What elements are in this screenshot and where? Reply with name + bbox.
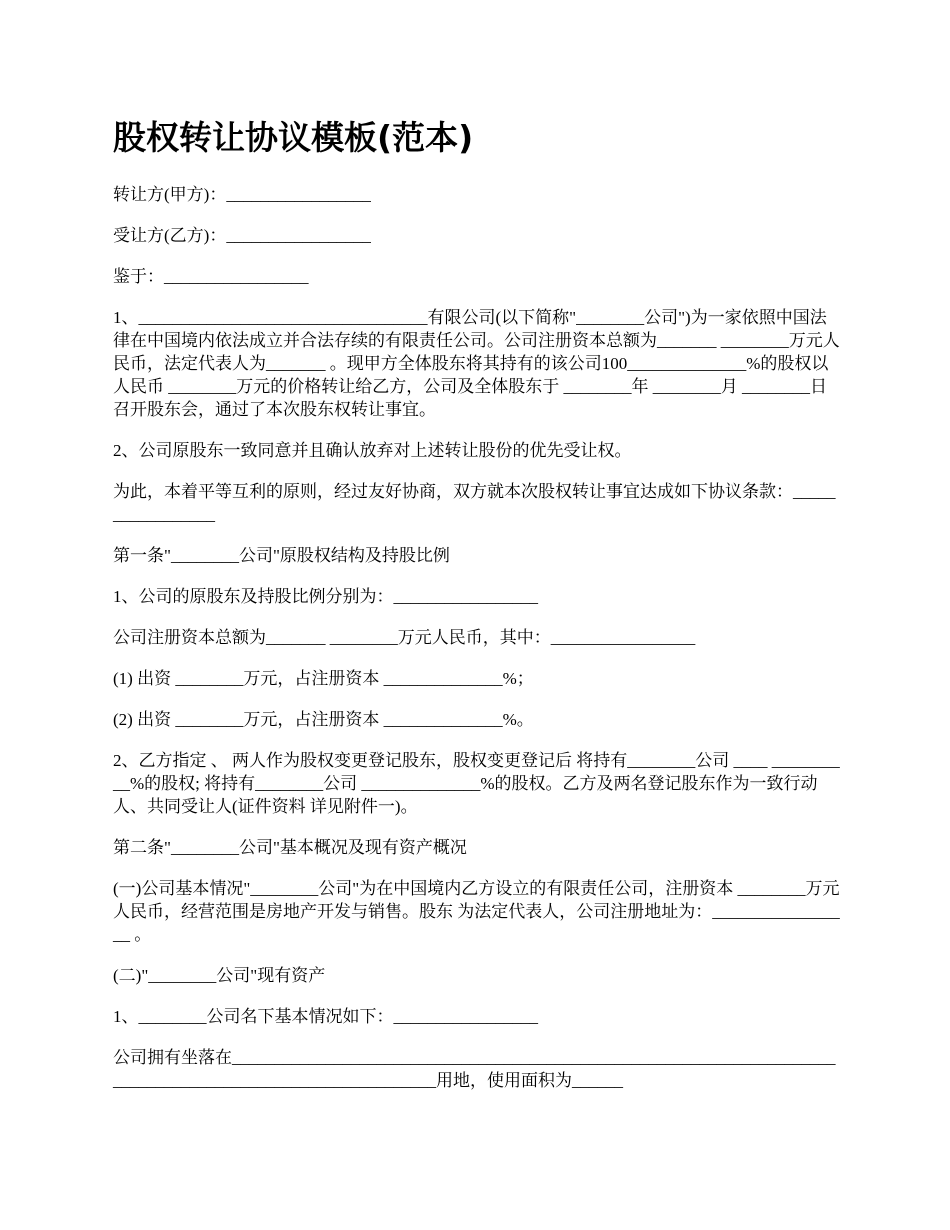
company-basic-info: (一)公司基本情况"________公司"为在中国境内乙方设立的有限责任公司，注册资本 ________万元人民币，经营范围是房地产开发与销售。股东 为法定代表人，公司注册地址为：_________________ 。 — [113, 879, 840, 944]
transferor-line: 转让方(甲方)：_________________ — [113, 185, 371, 204]
recital-2: 2、公司原股东一致同意并且确认放弃对上述转让股份的优先受让权。 — [113, 441, 632, 460]
existing-assets-heading: (二)"________公司"现有资产 — [113, 966, 326, 985]
assets-clause-1: 1、________公司名下基本情况如下：_________________ — [113, 1007, 538, 1026]
document-title: 股权转让协议模板(范本) — [113, 118, 474, 157]
article-1-heading: 第一条"________公司"原股权结构及持股比例 — [113, 546, 450, 565]
article-2-heading: 第二条"________公司"基本概况及现有资产概况 — [113, 838, 467, 857]
recital-1: 1、__________________________________有限公司(以下简称"________公司")为一家依照中国法律在中国境内依法成立并合法存续的有限责任公司。公司注册资本总额为_______ ________万元人民币，法定代表人为_______ 。现甲方全体股东将其持有的该公司100______________%的股权以人民币 ________万元的价格转让给乙方，公司及全体股东于 ________年 ________月 ________日召开股东会，通过了本次股东权转让事宜。 — [113, 308, 840, 419]
transferee-line: 受让方(乙方)：_________________ — [113, 226, 371, 245]
article-1-clause-1: 1、公司的原股东及持股比例分别为：_________________ — [113, 587, 538, 606]
registered-capital-line: 公司注册资本总额为_______ ________万元人民币，其中：_________________ — [113, 628, 696, 647]
contribution-item-1: (1) 出资 ________万元，占注册资本 ______________%； — [113, 669, 534, 688]
land-location-clause: 公司拥有坐落在_____________________________________________________________________________________________________________用地，使用面积为______ — [113, 1048, 836, 1090]
contribution-item-2: (2) 出资 ________万元，占注册资本 ______________%。 — [113, 710, 534, 729]
document-body — [113, 183, 843, 1110]
whereas-line: 鉴于：_________________ — [113, 267, 309, 286]
article-1-clause-2: 2、乙方指定 、 两人作为股权变更登记股东，股权变更登记后 将持有________公司 ____ __________%的股权; 将持有________公司 ______________%的股权。乙方及两名登记股东作为一致行动人、共同受让人(证件资料 详见附件一)。 — [113, 751, 840, 816]
agreement-intro: 为此，本着平等互利的原则，经过友好协商，双方就本次股权转让事宜达成如下协议条款：_________________ — [113, 482, 836, 524]
